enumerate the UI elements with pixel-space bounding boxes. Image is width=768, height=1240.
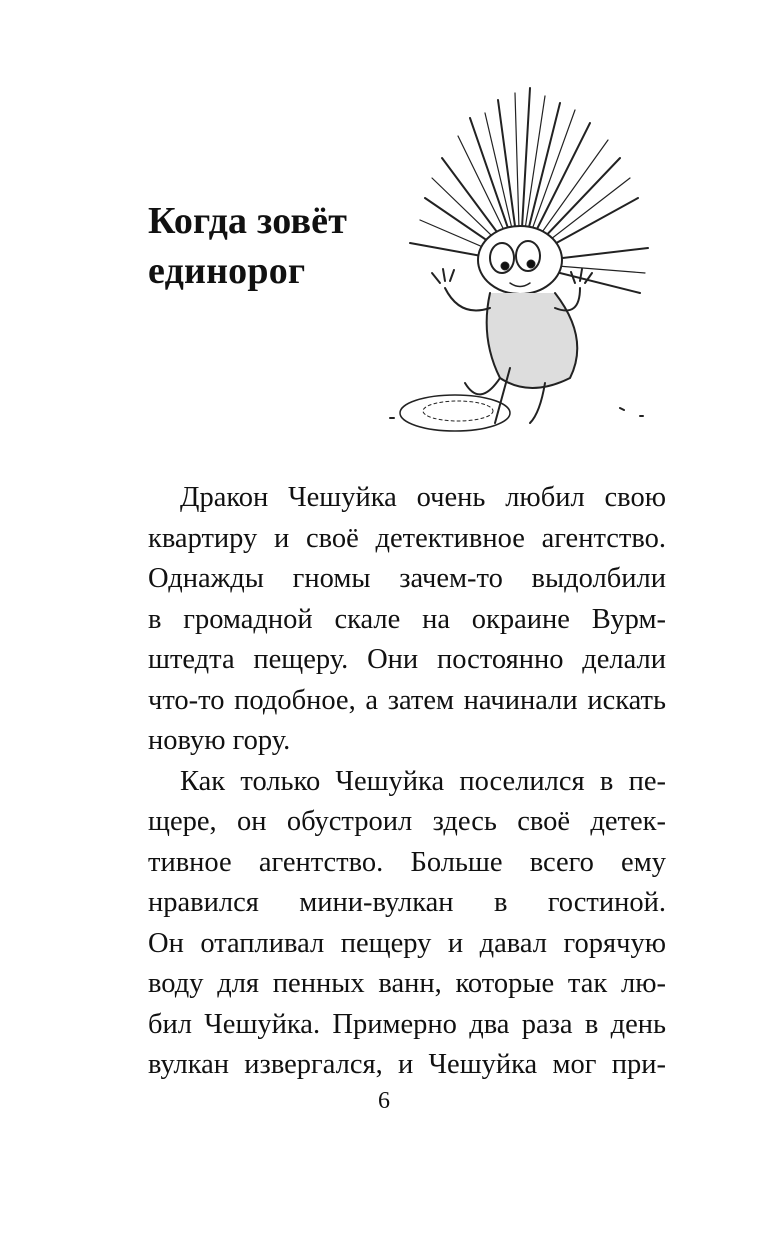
text-line: бил Чешуйка. Примерно два раза в день (148, 1008, 666, 1040)
chapter-title-line-1: Когда зовёт (148, 200, 348, 242)
text-line: что-то подобное, а затем начинали искать (148, 684, 666, 716)
text-line: в громадной скале на окраине Вурм- (148, 603, 666, 635)
text-line: тивное агентство. Больше всего ему (148, 846, 666, 878)
text-line: квартиру и своё детективное агентство. (148, 522, 666, 554)
text-line: Он отапливал пещеру и давал горячую (148, 927, 666, 959)
text-line: вулкан извергался, и Чешуйка мог при- (148, 1049, 666, 1080)
chapter-title-line-2: единорог (148, 250, 306, 292)
page-number: 6 (378, 1088, 390, 1114)
chapter-body-text (148, 478, 666, 1086)
text-line: новую гору. (148, 725, 291, 756)
text-line: Как только Чешуйка поселился в пе- (180, 765, 666, 797)
text-line: Дракон Чешуйка очень любил свою (180, 482, 666, 513)
text-line: щере, он обустроил здесь своё детек- (148, 806, 666, 837)
text-line: нравился мини-вулкан в гостиной. (148, 887, 666, 918)
chapter-title (148, 196, 408, 296)
text-line: штедта пещеру. Они постоянно делали (148, 644, 666, 675)
spiky-creature-drawing-icon (370, 78, 670, 448)
text-line: воду для пенных ванн, которые так лю- (148, 968, 666, 999)
text-line: Однажды гномы зачем-то выдолбили (148, 563, 666, 594)
